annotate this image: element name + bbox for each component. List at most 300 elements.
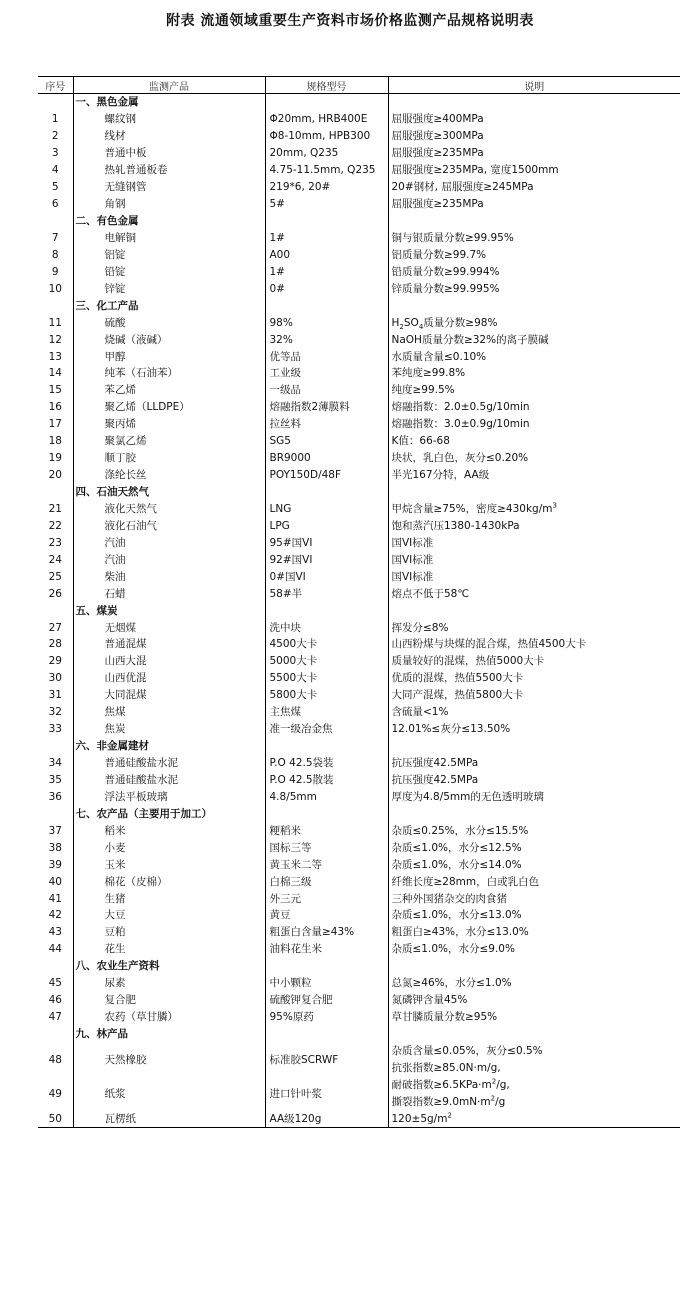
table-row	[38, 924, 680, 941]
row-spec: 洗中块	[265, 619, 388, 636]
table-row	[38, 873, 680, 890]
row-number: 45	[48, 977, 62, 990]
table-row	[38, 196, 680, 213]
row-product: 无缝钢管	[73, 179, 265, 196]
row-spec	[265, 738, 388, 755]
row-number: 32	[48, 706, 62, 719]
row-spec	[265, 805, 388, 822]
row-product: 尿素	[73, 975, 265, 992]
row-spec: 92#国VI	[265, 551, 388, 568]
category-label: 八、农业生产资料	[73, 958, 265, 975]
row-spec: 5000大卡	[265, 653, 388, 670]
row-product: 大豆	[73, 907, 265, 924]
row-spec: 油料花生米	[265, 941, 388, 958]
row-number: 17	[48, 418, 62, 431]
row-number: 4	[51, 164, 59, 177]
table-row	[38, 331, 680, 348]
row-number: 1	[51, 113, 59, 126]
row-spec: 熔融指数2薄膜料	[265, 399, 388, 416]
row-number: 6	[51, 198, 59, 211]
header-product: 监测产品	[73, 77, 265, 94]
category-row	[38, 94, 680, 111]
table-row	[38, 348, 680, 365]
row-desc: 质量较好的混煤，热值5000大卡	[388, 653, 680, 670]
header-desc: 说明	[388, 77, 680, 94]
row-spec	[265, 213, 388, 230]
row-number: 42	[48, 909, 62, 922]
row-number: 35	[48, 773, 62, 786]
row-desc: 杂质≤1.0%，水分≤13.0%	[388, 907, 680, 924]
row-desc	[388, 958, 680, 975]
table-row	[38, 992, 680, 1009]
row-spec: Φ8-10mm, HPB300	[265, 128, 388, 145]
row-spec: 白棉三级	[265, 873, 388, 890]
row-spec: 外三元	[265, 890, 388, 907]
row-desc: 20#钢材, 屈服强度≥245MPa	[388, 179, 680, 196]
table-row	[38, 721, 680, 738]
category-row	[38, 602, 680, 619]
category-label: 四、石油天然气	[73, 484, 265, 501]
row-product: 纸浆	[73, 1077, 265, 1111]
row-desc: 块状，乳白色，灰分≤0.20%	[388, 450, 680, 467]
row-number: 40	[48, 875, 62, 888]
table-row	[38, 568, 680, 585]
row-number: 16	[48, 401, 62, 414]
row-number: 41	[48, 892, 62, 905]
table-row	[38, 246, 680, 263]
row-spec: POY150D/48F	[265, 467, 388, 484]
row-spec: 工业级	[265, 365, 388, 382]
row-spec: 中小颗粒	[265, 975, 388, 992]
row-number: 31	[48, 689, 62, 702]
table-row	[38, 534, 680, 551]
row-spec: 标准胶SCRWF	[265, 1043, 388, 1077]
row-spec: LPG	[265, 517, 388, 534]
row-spec: P.O 42.5散装	[265, 772, 388, 789]
row-desc	[388, 94, 680, 111]
category-row	[38, 1026, 680, 1043]
row-spec: SG5	[265, 433, 388, 450]
table-row	[38, 179, 680, 196]
row-desc: 三种外国猪杂交的肉食猪	[388, 890, 680, 907]
row-product: 石蜡	[73, 585, 265, 602]
row-number: 43	[48, 926, 62, 939]
row-desc: 屈服强度≥300MPa	[388, 128, 680, 145]
superscript: 3	[552, 501, 557, 510]
category-label: 五、煤炭	[73, 602, 265, 619]
row-spec: 进口针叶浆	[265, 1077, 388, 1111]
table-body	[38, 94, 680, 1128]
row-number: 30	[48, 672, 62, 685]
row-number: 44	[48, 943, 62, 956]
row-number	[38, 738, 73, 755]
row-spec: 黄豆	[265, 907, 388, 924]
row-spec: 5800大卡	[265, 687, 388, 704]
table-row	[38, 128, 680, 145]
category-row	[38, 484, 680, 501]
category-row	[38, 297, 680, 314]
row-spec	[265, 297, 388, 314]
row-number: 8	[51, 248, 59, 261]
table-row	[38, 822, 680, 839]
row-product: 涤纶长丝	[73, 467, 265, 484]
row-number: 11	[48, 316, 62, 329]
row-desc: 纤维长度≥28mm，白或乳白色	[388, 873, 680, 890]
row-spec: A00	[265, 246, 388, 263]
row-number	[38, 213, 73, 230]
row-number	[38, 297, 73, 314]
row-product: 普通混煤	[73, 636, 265, 653]
table-row	[38, 839, 680, 856]
row-desc: 甲烷含量≥75%，密度$\ge 430kg/m^3$	[388, 501, 680, 518]
row-spec: 拉丝料	[265, 416, 388, 433]
row-desc: 粗蛋白≥43%，水分≤13.0%	[388, 924, 680, 941]
row-spec: 95#国VI	[265, 534, 388, 551]
row-product: 苯乙烯	[73, 382, 265, 399]
category-row	[38, 213, 680, 230]
row-spec: 一级品	[265, 382, 388, 399]
row-product: 花生	[73, 941, 265, 958]
row-spec	[265, 958, 388, 975]
row-spec: 国标三等	[265, 839, 388, 856]
row-desc: 饱和蒸汽压1380-1430kPa	[388, 517, 680, 534]
row-product: 顺丁胶	[73, 450, 265, 467]
table-row	[38, 585, 680, 602]
row-desc: 含硫量<1%	[388, 704, 680, 721]
row-desc	[388, 738, 680, 755]
row-product: 山西大混	[73, 653, 265, 670]
row-spec: 95%原药	[265, 1009, 388, 1026]
row-product: 线材	[73, 128, 265, 145]
row-desc: 杂质≤0.25%，水分≤15.5%	[388, 822, 680, 839]
category-row	[38, 958, 680, 975]
row-number	[38, 602, 73, 619]
row-spec: 58#半	[265, 585, 388, 602]
row-desc: 抗压强度42.5MPa	[388, 772, 680, 789]
row-desc: 屈服强度≥235MPa, 宽度1500mm	[388, 162, 680, 179]
row-desc: 铝质量分数≥99.7%	[388, 246, 680, 263]
row-spec: 219*6, 20#	[265, 179, 388, 196]
row-number: 29	[48, 655, 62, 668]
row-number: 37	[48, 824, 62, 837]
row-spec: 粗蛋白含量≥43%	[265, 924, 388, 941]
row-product: 普通中板	[73, 145, 265, 162]
row-number: 25	[48, 570, 62, 583]
table-row	[38, 416, 680, 433]
row-number: 15	[48, 384, 62, 397]
row-product: 聚乙烯（LLDPE）	[73, 399, 265, 416]
table-row	[38, 619, 680, 636]
table-header	[38, 77, 680, 94]
row-product: 小麦	[73, 839, 265, 856]
row-desc: 挥发分≤8%	[388, 619, 680, 636]
row-product: 聚丙烯	[73, 416, 265, 433]
header-spec: 规格型号	[265, 77, 388, 94]
table-row	[38, 517, 680, 534]
row-spec: BR9000	[265, 450, 388, 467]
row-spec: 4500大卡	[265, 636, 388, 653]
row-number: 12	[48, 333, 62, 346]
category-label: 一、黑色金属	[73, 94, 265, 111]
row-number	[38, 484, 73, 501]
row-desc: 锌质量分数≥99.995%	[388, 280, 680, 297]
table-row	[38, 111, 680, 128]
row-number: 28	[48, 638, 62, 651]
row-spec: 4.75-11.5mm, Q235	[265, 162, 388, 179]
category-label: 七、农产品（主要用于加工）	[73, 805, 265, 822]
row-desc: 抗压强度42.5MPa	[388, 755, 680, 772]
row-product: 锌锭	[73, 280, 265, 297]
table-row	[38, 636, 680, 653]
row-number: 49	[48, 1087, 62, 1100]
table-row	[38, 230, 680, 247]
row-desc: 屈服强度≥235MPa	[388, 145, 680, 162]
row-product: 聚氯乙烯	[73, 433, 265, 450]
row-desc	[388, 602, 680, 619]
row-desc: 半光167分特，AA级	[388, 467, 680, 484]
row-number: 26	[48, 587, 62, 600]
row-product: 柴油	[73, 568, 265, 585]
row-product: 棉花（皮棉）	[73, 873, 265, 890]
row-product: 天然橡胶	[73, 1043, 265, 1077]
superscript: 2	[490, 1094, 496, 1102]
row-number	[38, 94, 73, 111]
row-product: 角钢	[73, 196, 265, 213]
row-spec: AA级120g	[265, 1111, 388, 1128]
row-product: 焦炭	[73, 721, 265, 738]
row-product: 无烟煤	[73, 619, 265, 636]
row-desc	[388, 213, 680, 230]
row-spec: 硫酸钾复合肥	[265, 992, 388, 1009]
row-desc: 熔点不低于58℃	[388, 585, 680, 602]
row-desc: 优质的混煤，热值5500大卡	[388, 670, 680, 687]
row-product: 螺纹钢	[73, 111, 265, 128]
row-spec: 0#	[265, 280, 388, 297]
row-spec: 准一级冶金焦	[265, 721, 388, 738]
category-row	[38, 738, 680, 755]
row-desc: 铅质量分数≥99.994%	[388, 263, 680, 280]
row-product: 铅锭	[73, 263, 265, 280]
table-row	[38, 704, 680, 721]
table-row	[38, 501, 680, 518]
row-product: 纯苯（石油苯）	[73, 365, 265, 382]
row-desc	[388, 805, 680, 822]
table-row	[38, 1043, 680, 1077]
category-label: 六、非金属建材	[73, 738, 265, 755]
row-spec: LNG	[265, 501, 388, 518]
table-row	[38, 890, 680, 907]
subscript: 4	[418, 322, 424, 331]
row-number: 21	[48, 502, 62, 515]
row-number: 23	[48, 536, 62, 549]
table-row	[38, 975, 680, 992]
row-product: 液化石油气	[73, 517, 265, 534]
row-spec: P.O 42.5袋装	[265, 755, 388, 772]
row-number: 5	[51, 181, 59, 194]
row-product: 电解铜	[73, 230, 265, 247]
subscript: 2	[399, 322, 404, 331]
row-number: 38	[48, 841, 62, 854]
row-number: 20	[48, 469, 62, 482]
spec-table	[38, 76, 680, 1128]
table-row	[38, 1009, 680, 1026]
row-desc: 耐破指数$\ge 6.5KPa\cdot m^2/g$, 撕裂指数$\ge 9.0mN\cdot m^2/g$	[388, 1077, 680, 1111]
table-row	[38, 399, 680, 416]
row-number: 27	[48, 621, 62, 634]
row-product: 普通硅酸盐水泥	[73, 755, 265, 772]
row-desc: 总氮≥46%，水分≤1.0%	[388, 975, 680, 992]
row-spec	[265, 602, 388, 619]
table-row	[38, 365, 680, 382]
table-row	[38, 670, 680, 687]
row-desc: K值：66-68	[388, 433, 680, 450]
row-product: 豆粕	[73, 924, 265, 941]
row-spec: 1#	[265, 263, 388, 280]
row-product: 大同混煤	[73, 687, 265, 704]
row-desc: 杂质≤1.0%，水分≤12.5%	[388, 839, 680, 856]
row-desc: 大同产混煤，热值5800大卡	[388, 687, 680, 704]
row-spec	[265, 1026, 388, 1043]
row-number: 36	[48, 790, 62, 803]
row-desc: 草甘膦质量分数≥95%	[388, 1009, 680, 1026]
row-desc: 屈服强度≥400MPa	[388, 111, 680, 128]
row-product: 玉米	[73, 856, 265, 873]
table-row	[38, 1111, 680, 1128]
row-product: 复合肥	[73, 992, 265, 1009]
row-product: 山西优混	[73, 670, 265, 687]
row-spec: 0#国VI	[265, 568, 388, 585]
row-desc: 国VI标准	[388, 568, 680, 585]
row-product: 生猪	[73, 890, 265, 907]
header-no: 序号	[38, 77, 73, 94]
row-spec: 粳稻米	[265, 822, 388, 839]
table-row	[38, 907, 680, 924]
row-desc	[388, 484, 680, 501]
row-number: 18	[48, 435, 62, 448]
row-number: 47	[48, 1011, 62, 1024]
row-number: 14	[48, 367, 62, 380]
row-product: 液化天然气	[73, 501, 265, 518]
table-row	[38, 788, 680, 805]
table-row	[38, 653, 680, 670]
table-row	[38, 162, 680, 179]
row-desc: 厚度为4.8/5mm的无色透明玻璃	[388, 788, 680, 805]
row-product: 铝锭	[73, 246, 265, 263]
row-number: 22	[48, 519, 62, 532]
row-desc: 水质量含量≤0.10%	[388, 348, 680, 365]
row-desc: 山西粉煤与块煤的混合煤，热值4500大卡	[388, 636, 680, 653]
table-row	[38, 450, 680, 467]
row-desc	[388, 1026, 680, 1043]
row-spec	[265, 484, 388, 501]
row-spec: 98%	[265, 314, 388, 331]
row-desc: 屈服强度≥235MPa	[388, 196, 680, 213]
category-row	[38, 805, 680, 822]
row-number: 13	[48, 350, 62, 363]
table-row	[38, 1077, 680, 1111]
row-number: 50	[38, 1111, 73, 1128]
row-desc: 12.01%≤灰分≤13.50%	[388, 721, 680, 738]
row-spec: 主焦煤	[265, 704, 388, 721]
row-desc: 熔融指数：2.0±0.5g/10min	[388, 399, 680, 416]
row-number: 33	[48, 723, 62, 736]
row-desc	[388, 297, 680, 314]
row-number: 7	[51, 231, 59, 244]
table-row	[38, 467, 680, 484]
row-product: 普通硅酸盐水泥	[73, 772, 265, 789]
row-number: 39	[48, 858, 62, 871]
row-spec: 优等品	[265, 348, 388, 365]
row-desc: $120\pm 5g/m^2$	[388, 1111, 680, 1128]
row-number: 9	[51, 265, 59, 278]
row-product: 焦煤	[73, 704, 265, 721]
table-row	[38, 263, 680, 280]
category-label: 九、林产品	[73, 1026, 265, 1043]
row-desc: 国VI标准	[388, 551, 680, 568]
row-number: 24	[48, 553, 62, 566]
row-number: 3	[51, 147, 59, 160]
table-row	[38, 433, 680, 450]
table-row	[38, 755, 680, 772]
row-spec: Φ20mm, HRB400E	[265, 111, 388, 128]
row-spec: 1#	[265, 230, 388, 247]
row-product: 浮法平板玻璃	[73, 788, 265, 805]
row-number: 19	[48, 452, 62, 465]
row-product: 烧碱（液碱）	[73, 331, 265, 348]
row-desc: NaOH质量分数≥32%的离子膜碱	[388, 331, 680, 348]
superscript: 2	[491, 1077, 497, 1085]
table-row	[38, 941, 680, 958]
row-number: 48	[48, 1053, 62, 1066]
table-row	[38, 382, 680, 399]
page-title: 附表 流通领域重要生产资料市场价格监测产品规格说明表	[166, 13, 534, 29]
row-product: 瓦楞纸	[73, 1111, 265, 1128]
row-desc: 杂质≤1.0%，水分≤9.0%	[388, 941, 680, 958]
row-number: 10	[48, 282, 62, 295]
row-spec: 黄玉米二等	[265, 856, 388, 873]
row-number: 2	[51, 130, 59, 143]
row-number	[38, 958, 73, 975]
row-product: 农药（草甘膦）	[73, 1009, 265, 1026]
row-product: 汽油	[73, 534, 265, 551]
row-number: 34	[48, 757, 62, 770]
row-spec	[265, 94, 388, 111]
superscript: 2	[447, 1111, 452, 1120]
table-row	[38, 856, 680, 873]
row-product: 汽油	[73, 551, 265, 568]
table-row	[38, 687, 680, 704]
row-spec: 20mm, Q235	[265, 145, 388, 162]
table-row	[38, 280, 680, 297]
row-desc: 国VI标准	[388, 534, 680, 551]
category-label: 三、化工产品	[73, 297, 265, 314]
row-spec: 5500大卡	[265, 670, 388, 687]
table-row	[38, 551, 680, 568]
table-row	[38, 145, 680, 162]
row-product: 硫酸	[73, 314, 265, 331]
row-desc: 氮磷钾含量45%	[388, 992, 680, 1009]
row-number	[38, 805, 73, 822]
row-desc: 铜与银质量分数≥99.95%	[388, 230, 680, 247]
row-product: 稻米	[73, 822, 265, 839]
row-spec: 4.8/5mm	[265, 788, 388, 805]
table-row	[38, 314, 680, 331]
row-desc: 杂质≤1.0%，水分≤14.0%	[388, 856, 680, 873]
row-product: 甲醇	[73, 348, 265, 365]
row-number: 46	[48, 994, 62, 1007]
row-desc: 纯度≥99.5%	[388, 382, 680, 399]
row-product: 热轧普通板卷	[73, 162, 265, 179]
